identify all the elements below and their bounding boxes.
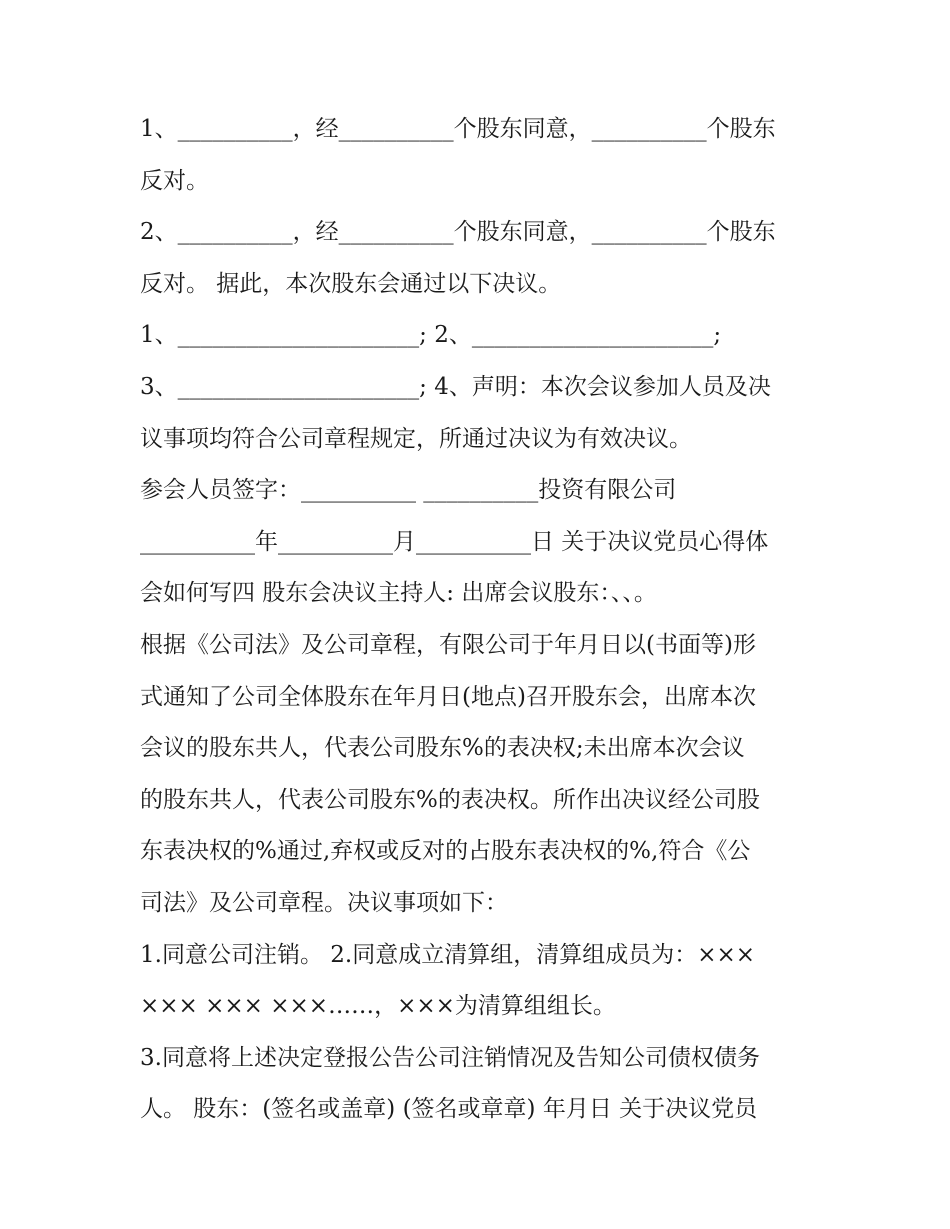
text-line: 的股东共人，代表公司股东%的表决权。所作出决议经公司股 — [140, 786, 760, 813]
text-line: 会如何写四 股东会决议主持人: 出席会议股东：、、。 — [140, 580, 657, 607]
text-line: ××× ××× ×××……，×××为清算组组长。 — [140, 993, 616, 1020]
text-line: 人。 股东：(签名或盖章) (签名或章章) 年月日 关于决议党员 — [140, 1096, 758, 1123]
text-line: 议事项均符合公司章程规定，所通过决议为有效决议。 — [140, 425, 692, 452]
text-line: 1.同意公司注销。 2.同意成立清算组，清算组成员为：××× — [140, 941, 756, 968]
text-line: 司法》及公司章程。决议事项如下： — [140, 889, 508, 916]
text-line: 会议的股东共人，代表公司股东%的表决权;未出席本次会议 — [140, 735, 745, 762]
document-body — [140, 104, 810, 1136]
text-line: 2、__________，经__________个股东同意，__________个股东 — [140, 219, 776, 246]
text-line: 反对。 据此，本次股东会通过以下决议。 — [140, 270, 562, 297]
text-line: 3.同意将上述决定登报公告公司注销情况及告知公司债权债务 — [140, 1044, 760, 1071]
text-line: __________年__________月__________日 关于决议党员心得体 — [140, 528, 769, 555]
text-line: 式通知了公司全体股东在年月日(地点)召开股东会，出席本次 — [140, 683, 756, 710]
text-line: 参会人员签字：__________ __________投资有限公司 — [140, 477, 677, 504]
text-line: 1、__________，经__________个股东同意，__________个股东 — [140, 116, 776, 142]
text-line: 根据《公司法》及公司章程，有限公司于年月日以(书面等)形 — [140, 631, 756, 658]
text-line: 3、_____________________; 4、声明：本次会议参加人员及决 — [140, 373, 771, 400]
text-line: 东表决权的%通过,弃权或反对的占股东表决权的%,符合《公 — [140, 838, 751, 865]
text-line: 1、_____________________; 2、_____________________; — [140, 322, 722, 349]
text-line: 反对。 — [140, 167, 209, 194]
